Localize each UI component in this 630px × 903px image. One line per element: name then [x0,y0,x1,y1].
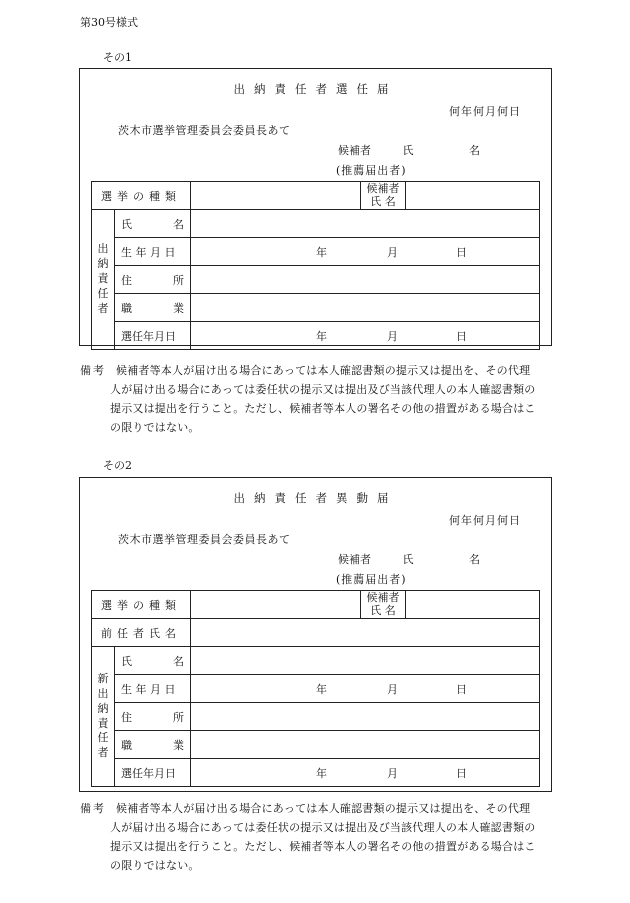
section-1-remark: 備考 候補者等本人が届け出る場合にあっては本人確認書類の提示又は提出を、その代理 人が届け出る場合にあっては委任状の提示又は提出及び当該代理人の本人確認書類の 提示又は提出を行うこと。ただし、候補者等本人の署名その他の措置がある場合はこ の限りではない。 [80,364,536,434]
treasurer-name-field[interactable] [191,647,540,675]
occupation-field[interactable] [191,294,540,322]
section-1-table [91,181,540,350]
previous-treasurer-label: 前任者氏名 [92,619,191,647]
candidate-name-field[interactable] [406,591,540,619]
section-1-candidate-line [338,142,480,158]
section-2-recommender: (推薦届出者) [336,573,407,586]
appointment-date-field[interactable]: 年 月 日 [191,322,540,350]
address-label: 住 所 [115,266,191,294]
birth-date-field[interactable]: 年 月 日 [191,675,540,703]
occupation-field[interactable] [191,731,540,759]
address-field[interactable] [191,266,540,294]
election-type-field[interactable] [191,591,361,619]
section-2-label: その2 [103,459,132,472]
treasurer-name-label: 氏 名 [115,647,191,675]
appointment-date-label: 選任年月日 [115,322,191,350]
address-field[interactable] [191,703,540,731]
candidate-name-field[interactable] [406,182,540,210]
section-2-remark: 備考 候補者等本人が届け出る場合にあっては本人確認書類の提示又は提出を、その代理 人が届け出る場合にあっては委任状の提示又は提出及び当該代理人の本人確認書類の 提示又は提出を行うこと。ただし、候補者等本人の署名その他の措置がある場合はこ の限りではない。 [80,802,536,872]
section-2-title: 出納責任者異動届 [233,491,398,505]
address-label: 住 所 [115,703,191,731]
candidate-mei: 名 [469,553,480,566]
section-2-table [91,590,540,787]
appointment-date-field[interactable]: 年 月 日 [191,759,540,787]
election-type-field[interactable] [191,182,361,210]
candidate-name-label: 候補者 氏 名 [361,591,406,619]
treasurer-name-field[interactable] [191,210,540,238]
new-treasurer-group-label: 新 出 納 責 任 者 [92,647,115,787]
section-2-form-frame [79,477,552,792]
section-1-form-frame [79,68,552,346]
birth-date-field[interactable]: 年 月 日 [191,238,540,266]
candidate-mei: 名 [469,144,480,157]
candidate-shi: 氏 [402,144,414,157]
election-type-label: 選挙の種類 [92,591,191,619]
section-2-date: 何年何月何日 [449,514,521,527]
candidate-label: 候補者 [338,553,371,566]
candidate-shi: 氏 [402,553,414,566]
section-1-label: その1 [103,51,132,64]
section-2-candidate-line [338,551,480,567]
treasurer-group-label: 出 納 責 任 者 [92,210,115,350]
section-1-title: 出納責任者選任届 [233,82,398,96]
appointment-date-label: 選任年月日 [115,759,191,787]
birth-date-label: 生 年 月 日 [115,675,191,703]
treasurer-name-label: 氏 名 [115,210,191,238]
election-type-label: 選挙の種類 [92,182,191,210]
section-2-addressee: 茨木市選挙管理委員会委員長あて [118,533,291,546]
previous-treasurer-field[interactable] [191,619,540,647]
section-1-date: 何年何月何日 [449,105,521,118]
form-number: 第30号様式 [80,16,138,29]
section-1-addressee: 茨木市選挙管理委員会委員長あて [118,124,291,137]
occupation-label: 職 業 [115,294,191,322]
birth-date-label: 生 年 月 日 [115,238,191,266]
candidate-name-label: 候補者 氏 名 [361,182,406,210]
candidate-label: 候補者 [338,144,371,157]
section-1-recommender: (推薦届出者) [336,164,407,177]
occupation-label: 職 業 [115,731,191,759]
